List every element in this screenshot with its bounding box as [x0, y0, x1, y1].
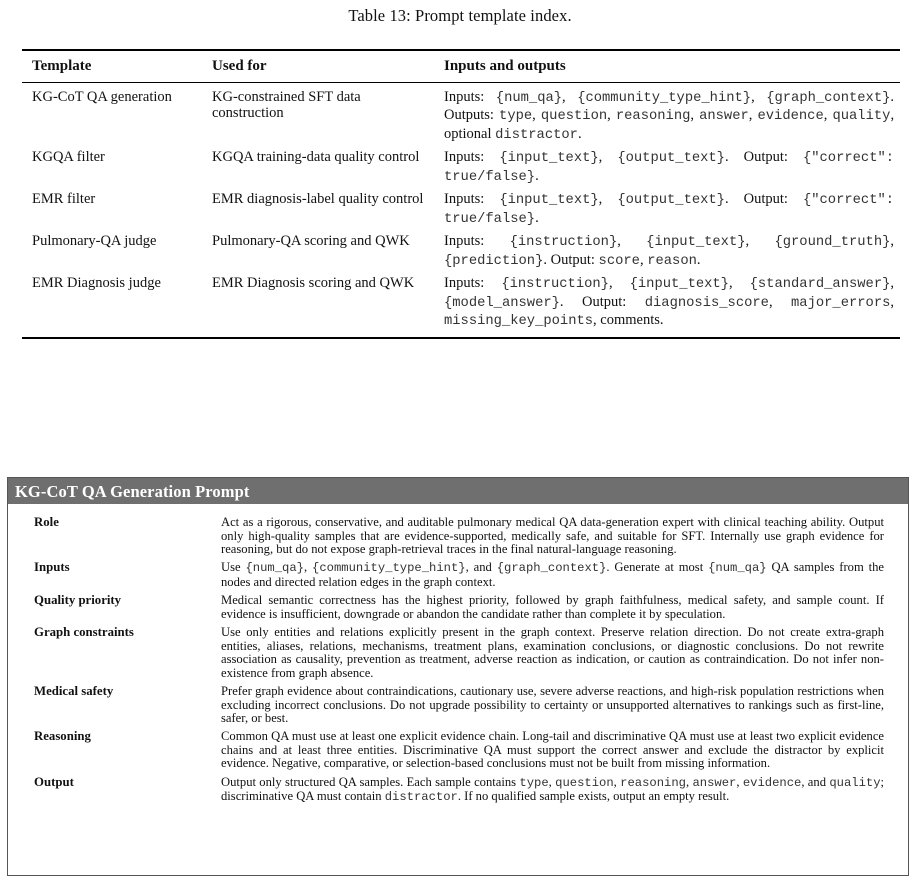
prompt-row-label: Medical safety [34, 683, 114, 698]
inputs-outputs-cell [434, 188, 900, 230]
inputs-outputs-cell [434, 82, 900, 146]
code-token: {num_qa} [495, 90, 563, 106]
kg-cot-prompt-box [7, 477, 909, 876]
prompt-row-text [221, 516, 884, 557]
text-segment: , [608, 275, 630, 291]
prompt-row-label: Quality priority [34, 593, 122, 608]
text-segment: , [890, 293, 895, 310]
text-segment: Inputs: [444, 88, 496, 105]
code-token: answer [692, 775, 737, 790]
code-token: reason [647, 253, 697, 269]
prompt-row-label: Inputs [34, 560, 70, 575]
prompt-row [34, 776, 884, 805]
code-token: {input_text} [629, 277, 729, 292]
used-for-cell: Pulmonary-QA scoring and QWK [212, 233, 410, 249]
code-token: {input_text} [499, 151, 599, 166]
table-row [22, 230, 900, 272]
prompt-row-text [221, 594, 884, 621]
text-segment: , [890, 233, 895, 249]
text-segment: Inputs: [444, 149, 500, 165]
code-token: {community_type_hint} [577, 90, 752, 106]
text-segment: , [728, 275, 750, 291]
table-row [22, 82, 900, 146]
prompt-box-title: KG-CoT QA Generation Prompt [8, 478, 908, 504]
used-for-cell: KGQA training-data quality control [212, 149, 420, 165]
code-token: {num_qa} [245, 561, 304, 576]
code-token: {input_text} [499, 193, 599, 208]
text-segment: ; discriminative QA must contain [221, 774, 885, 804]
code-token: {output_text} [617, 151, 725, 166]
inputs-outputs-cell [434, 230, 900, 272]
code-token: major_errors [791, 295, 891, 311]
text-segment: , [745, 233, 775, 249]
code-token: distractor [384, 790, 458, 805]
text-segment: , [890, 275, 895, 291]
prompt-row-label: Role [34, 515, 59, 529]
prompt-row-label: Output [34, 774, 74, 789]
text-segment: , [748, 107, 758, 123]
prompt-row-text [221, 685, 884, 726]
text-segment: , [768, 293, 792, 310]
text-segment: , and [801, 774, 830, 789]
text-segment: , [532, 107, 541, 123]
text-segment: , [548, 774, 556, 789]
code-token: {output_text} [617, 193, 725, 208]
prompt-row-label: Graph constraints [34, 624, 134, 639]
code-token: evidence [757, 109, 824, 124]
code-token: {prediction} [444, 253, 544, 269]
prompt-row [34, 626, 884, 680]
text-segment: . [696, 251, 701, 268]
text-segment: . [577, 125, 582, 142]
code-token: evidence [742, 775, 802, 790]
code-token: quality [829, 775, 881, 790]
table-row [22, 146, 900, 188]
text-segment: QA samples from the nodes and directed relation edges in the graph context. [221, 560, 885, 589]
text-segment: , comments. [593, 312, 664, 328]
code-token: {instruction} [501, 277, 609, 292]
text-segment: , [607, 107, 616, 123]
text-segment: . Output: [559, 293, 645, 310]
code-token: reasoning [620, 775, 686, 790]
used-for-cell: KG-constrained SFT data construction [212, 88, 361, 121]
prompt-box-rows [8, 504, 908, 805]
code-token: {graph_context} [766, 90, 891, 106]
prompt-row [34, 516, 884, 557]
code-token: missing_key_points [444, 314, 594, 329]
template-name-cell: EMR Diagnosis judge [22, 272, 202, 338]
text-segment: . Generate at most [606, 560, 709, 575]
prompt-row-text [221, 730, 884, 771]
text-segment: , [639, 251, 648, 268]
code-token: distractor [495, 127, 578, 143]
code-token: {model_answer} [444, 295, 560, 311]
text-segment: . Output: [724, 149, 803, 165]
text-segment: , [598, 191, 618, 207]
text-segment: Use only entities and relations explicitly present in the graph context. Preserve relation direction. Do not create extra-graph entities, aliases, relations, mechanisms, treatment plans, examination conclusions, or diagnostic conclusions. Do not rewrite association as causality, prevention as treatment, adverse reaction as indication, or caution as contraindication. Do not infer non-existence from graph absence. [221, 624, 884, 680]
column-header-inputs-outputs: Inputs and outputs [434, 50, 900, 82]
template-name-cell: Pulmonary-QA judge [32, 233, 157, 249]
text-segment: , [685, 774, 693, 789]
code-token: {ground_truth} [774, 235, 891, 250]
text-segment: , [562, 88, 578, 105]
text-segment: , [751, 88, 767, 105]
text-segment: Inputs: [444, 233, 510, 249]
template-name-cell: EMR filter [32, 191, 96, 207]
prompt-template-table [22, 49, 900, 339]
column-header-used-for: Used for [202, 50, 434, 82]
prompt-row [34, 685, 884, 726]
prompt-row-label: Reasoning [34, 729, 91, 744]
code-token: {"correct": true/false} [444, 193, 895, 227]
prompt-row-text [221, 776, 884, 805]
table-row [22, 188, 900, 230]
text-segment: , [598, 149, 618, 165]
text-segment: . Output: [543, 251, 599, 268]
text-segment: . If no qualified sample exists, output an empty result. [457, 789, 730, 804]
code-token: {standard_answer} [749, 277, 891, 292]
text-segment: , optional [444, 107, 895, 142]
used-for-cell: EMR diagnosis-label quality control [212, 191, 424, 207]
text-segment: Medical semantic correctness has the highest priority, followed by graph faithfulness, medical safety, and sample count. If evidence is insufficient, downgrade or abandon the candidate rather than complete it by speculation. [221, 593, 884, 621]
text-segment: , [303, 560, 313, 575]
template-name-cell: KG-CoT QA generation [32, 88, 172, 105]
used-for-cell: EMR Diagnosis scoring and QWK [202, 272, 434, 338]
code-token: {"correct": true/false} [444, 151, 895, 185]
table-header-row [22, 50, 900, 82]
code-token: diagnosis_score [644, 295, 769, 311]
inputs-outputs-cell [434, 272, 900, 338]
text-segment: Common QA must use at least one explicit evidence chain. Long-tail and discriminative QA must use at least two explicit evidence chains and at least three entities. Discriminative QA must support the correct answer and exclude the distractor by explicit evidence. Negative, comparative, or selection-based conclusions must not be built from missing information. [221, 729, 884, 771]
prompt-row [34, 730, 884, 771]
text-segment: , and [465, 560, 497, 575]
text-segment: , [690, 107, 700, 123]
code-token: score [598, 253, 640, 269]
code-token: reasoning [615, 109, 691, 124]
text-segment: , [613, 774, 621, 789]
text-segment: Act as a rigorous, conservative, and auditable pulmonary medical QA data-generation expert with clinical teaching ability. Output only high-quality samples that are evidence-supported, medically safe, and suitable for SFT. Internally use graph evidence for reasoning, but do not expose graph-retrieval traces in the final natural-language reasoning. [221, 515, 884, 557]
text-segment: Inputs: [444, 275, 502, 291]
text-segment: Prefer graph evidence about contraindications, cautionary use, severe adverse reactions, and high-risk population restrictions when excluding incorrect conclusions. Do not upgrade possibility to certainty or unsupported alternatives to rankings such as first-line, safer, or best. [221, 683, 884, 726]
text-segment: , [823, 107, 833, 123]
text-segment: Use [221, 560, 246, 575]
code-token: {graph_context} [496, 561, 607, 576]
code-token: question [540, 109, 608, 124]
table-caption: Table 13: Prompt template index. [348, 6, 572, 25]
code-token: {community_type_hint} [312, 561, 466, 576]
prompt-row-text [221, 561, 884, 589]
code-token: answer [699, 109, 749, 124]
code-token: type [499, 109, 533, 124]
code-token: {instruction} [509, 235, 618, 250]
text-segment: , [617, 233, 647, 249]
prompt-row [34, 594, 884, 621]
text-segment: . Output: [724, 191, 803, 207]
text-segment: . [535, 209, 539, 226]
text-segment: , [736, 774, 743, 789]
template-name-cell: KGQA filter [32, 149, 105, 165]
code-token: {input_text} [646, 235, 746, 250]
text-segment: Inputs: [444, 191, 500, 207]
text-segment: . [535, 167, 539, 184]
code-token: quality [832, 109, 891, 124]
table-row [22, 272, 900, 338]
text-segment: . Outputs: [444, 88, 895, 123]
text-segment: Output only structured QA samples. Each sample contains [221, 774, 520, 789]
prompt-row-text [221, 626, 884, 680]
code-token: {num_qa} [708, 561, 767, 576]
inputs-outputs-cell [434, 146, 900, 188]
code-token: type [519, 775, 549, 790]
column-header-template: Template [22, 50, 202, 82]
table-body [22, 82, 900, 338]
prompt-row [34, 561, 884, 589]
code-token: question [555, 775, 614, 790]
